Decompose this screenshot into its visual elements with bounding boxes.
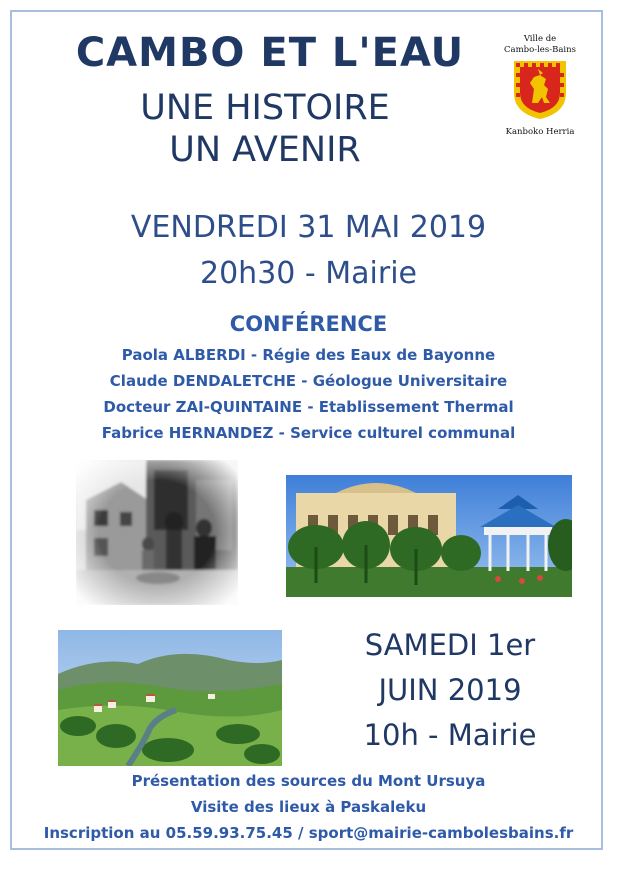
- valley-landscape-photo: [58, 630, 282, 766]
- coat-of-arms-icon: [512, 59, 568, 121]
- event2-day: SAMEDI 1er: [364, 628, 536, 662]
- poster-title: CAMBO ET L'EAU: [75, 30, 465, 76]
- thermal-establishment-photo: [286, 475, 572, 597]
- crest-town-label-line2: Cambo-les-Bains: [504, 45, 576, 55]
- poster-subtitle-line2: UN AVENIR: [169, 130, 361, 170]
- activity-line: Présentation des sources du Mont Ursuya: [131, 772, 486, 790]
- registration-info: Inscription au 05.59.93.75.45 / sport@mairie-cambolesbains.fr: [43, 824, 574, 842]
- event2-month-year: JUIN 2019: [378, 673, 522, 707]
- speaker-line: Claude DENDALETCHE - Géologue Universitaire: [109, 372, 508, 390]
- event1-type: CONFÉRENCE: [229, 312, 388, 336]
- historic-village-photo: [76, 460, 238, 605]
- activity-line: Visite des lieux à Paskaleku: [190, 798, 427, 816]
- speaker-line: Paola ALBERDI - Régie des Eaux de Bayonne: [121, 346, 496, 364]
- event2-time-place: 10h - Mairie: [363, 718, 537, 752]
- event1-time: 20h30 - Mairie: [200, 256, 417, 291]
- event1-date: VENDREDI 31 MAI 2019: [130, 210, 487, 245]
- poster-subtitle-line1: UNE HISTOIRE: [140, 88, 390, 128]
- town-crest: [502, 34, 578, 138]
- speaker-line: Docteur ZAI-QUINTAINE - Etablissement Thermal: [103, 398, 514, 416]
- crest-town-label-line1: Ville de: [523, 34, 557, 44]
- speaker-line: Fabrice HERNANDEZ - Service culturel communal: [101, 424, 516, 442]
- crest-basque-label: Kanboko Herria: [505, 127, 575, 137]
